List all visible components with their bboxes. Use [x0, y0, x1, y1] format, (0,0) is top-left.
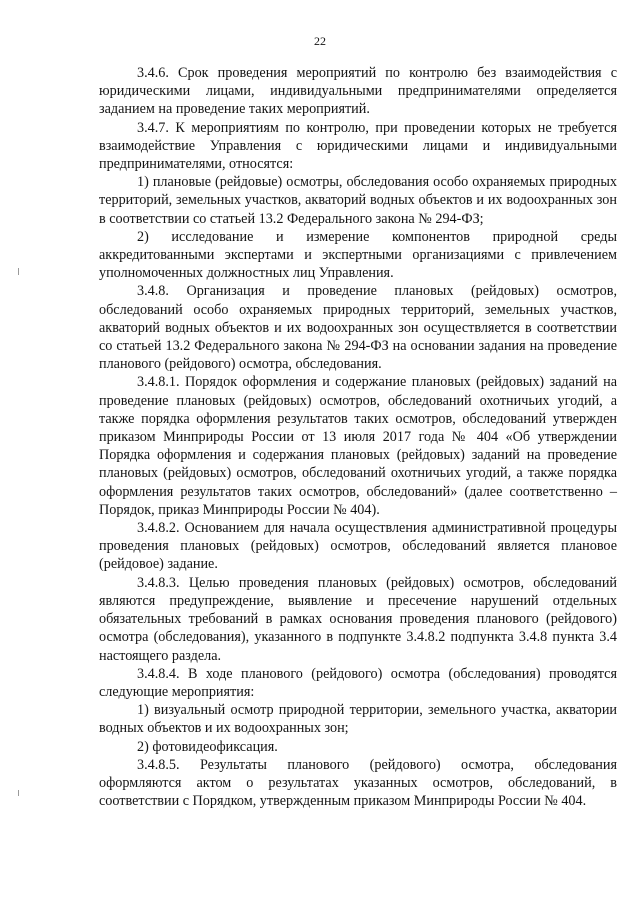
- paragraph-3-4-8-1: 3.4.8.1. Порядок оформления и содержание плановых (рейдовых) заданий на проведение плановых (рейдовых) осмотров, обследований охотничьих угодий, а также порядка оформления результатов таких осмотров, обследований утвержден приказом Минприроды России от 13 июля 2017 года № 404 «Об утверждении Порядка оформления и содержания плановых (рейдовых) заданий на проведение плановых (рейдовых) осмотров, обследований охотничьих угодий, а также порядка оформления результатов таких осмотров, обследований» (далее соответственно – Порядок, приказ Минприроды России № 404).: [99, 374, 617, 518]
- list-item-2: 2) исследование и измерение компонентов природной среды аккредитованными экспертами и экспертными организациями с привлечением уполномоченных должностных лиц Управления.: [99, 228, 617, 282]
- list-item-1: 1) плановые (рейдовые) осмотры, обследования особо охраняемых природных территорий, земельных участков, акваторий водных объектов и их водоохранных зон в соответствии со статьей 13.2 Федерального закона № 294-ФЗ;: [99, 174, 617, 227]
- paragraph-3-4-8-3: 3.4.8.3. Целью проведения плановых (рейдовых) осмотров, обследований являются предупреждение, выявление и пресечение нарушений отдельных обязательных требований в рамках основания проведения планового (рейдового) осмотра (обследования), указанного в подпункте 3.4.8.2 подпункта 3.4.8 пункта 3.4 настоящего раздела.: [99, 574, 617, 664]
- paragraph-3-4-8-5: 3.4.8.5. Результаты планового (рейдового) осмотра, обследования оформляются актом о результатах указанных осмотров, обследований, в соответствии с Порядком, утвержденным приказом Минприроды России № 404.: [99, 756, 617, 810]
- paragraph-3-4-6: 3.4.6. Срок проведения мероприятий по контролю без взаимодействия с юридическими лицами, индивидуальными предпринимателями определяется заданием на проведение таких мероприятий.: [99, 65, 617, 118]
- margin-mark: [18, 790, 19, 796]
- paragraph-3-4-8-2: 3.4.8.2. Основанием для начала осуществления административной процедуры проведения плановых (рейдовых) осмотров, обследований является плановое (рейдовое) задание.: [99, 520, 617, 573]
- document-body: [99, 64, 617, 810]
- paragraph-3-4-7: 3.4.7. К мероприятиям по контролю, при проведении которых не требуется взаимодействие Управления с юридическими лицами и индивидуальными предпринимателями, относятся:: [99, 119, 617, 173]
- page-number: 22: [314, 34, 326, 48]
- list-item-1: 1) визуальный осмотр природной территории, земельного участка, акватории водных объектов и их водоохранных зон;: [99, 702, 617, 737]
- paragraph-3-4-8: 3.4.8. Организация и проведение плановых (рейдовых) осмотров, обследований особо охраняемых природных территорий, земельных участков, акваторий водных объектов и их водоохранных зон осуществляется в соответствии со статьей 13.2 Федерального закона № 294-ФЗ на основании задания на проведение планового (рейдового) осмотра, обследования.: [99, 283, 617, 373]
- margin-mark: [18, 268, 19, 275]
- list-item-2: 2) фотовидеофиксация.: [137, 738, 278, 755]
- paragraph-3-4-8-4: 3.4.8.4. В ходе планового (рейдового) осмотра (обследования) проводятся следующие мероприятия:: [99, 665, 617, 700]
